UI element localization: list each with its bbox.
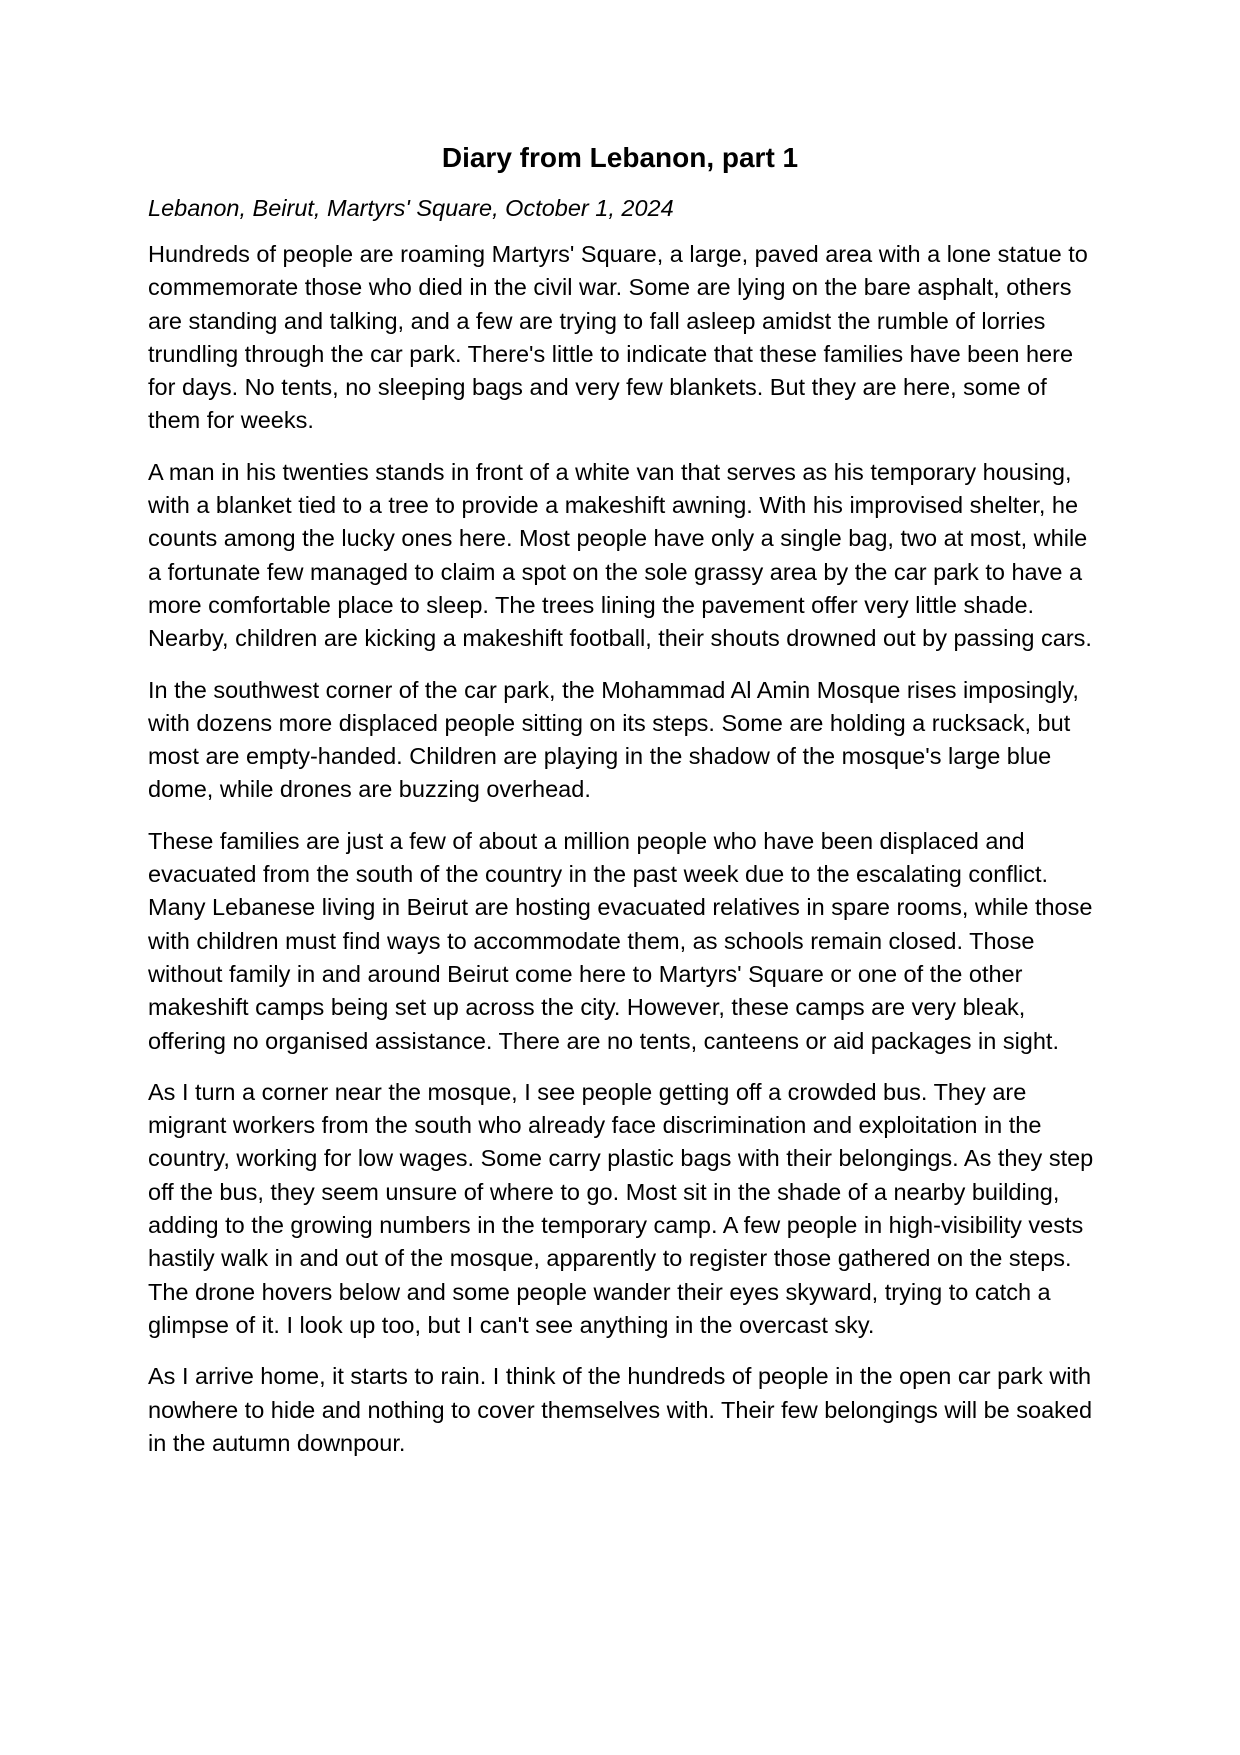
paragraph-1: Hundreds of people are roaming Martyrs' Square, a large, paved area with a lone statue to commemorate those who died in the civil war. Some are lying on the bare asphalt, others are standing and talking, and a few are trying to fall asleep amidst the rumble of lorries trundling through the car park. There's little to indicate that these families have been here for days. No tents, no sleeping bags and very few blankets. But they are here, some of them for weeks.: [148, 241, 1088, 434]
dateline: Lebanon, Beirut, Martyrs' Square, October 1, 2024: [148, 195, 674, 221]
paragraph-2: A man in his twenties stands in front of a white van that serves as his temporary housing, with a blanket tied to a tree to provide a makeshift awning. With his improvised shelter, he counts among the lucky ones here. Most people have only a single bag, two at most, while a fortunate few managed to claim a spot on the sole grassy area by the car park to have a more comfortable place to sleep. The trees lining the pavement offer very little shade. Nearby, children are kicking a makeshift football, their shouts drowned out by passing cars.: [148, 458, 1092, 652]
paragraph-4: These families are just a few of about a million people who have been displaced and evacuated from the south of the country in the past week due to the escalating conflict. Many Lebanese living in Beirut are hosting evacuated relatives in spare rooms, while those with children must find ways to accommodate them, as schools remain closed. Those without family in and around Beirut come here to Martyrs' Square or one of the other makeshift camps being set up across the city. However, these camps are very bleak, offering no organised assistance. There are no tents, canteens or aid packages in sight.: [148, 827, 1093, 1054]
document-title: Diary from Lebanon, part 1: [441, 142, 799, 173]
document-page: [148, 140, 1098, 1460]
paragraph-3: In the southwest corner of the car park, the Mohammad Al Amin Mosque rises imposingly, with dozens more displaced people sitting on its steps. Some are holding a rucksack, but most are empty-handed. Children are playing in the shadow of the mosque's large blue dome, while drones are buzzing overhead.: [148, 676, 1079, 803]
paragraph-5: As I turn a corner near the mosque, I see people getting off a crowded bus. They are migrant workers from the south who already face discrimination and exploitation in the country, working for low wages. Some carry plastic bags with their belongings. As they step off the bus, they seem unsure of where to go. Most sit in the shade of a nearby building, adding to the growing numbers in the temporary camp. A few people in high-visibility vests hastily walk in and out of the mosque, apparently to register those gathered on the steps. The drone hovers below and some people wander their eyes skyward, trying to catch a glimpse of it. I look up too, but I can't see anything in the overcast sky.: [148, 1078, 1094, 1338]
paragraph-6: As I arrive home, it starts to rain. I think of the hundreds of people in the open car park with nowhere to hide and nothing to cover themselves with. Their few belongings will be soaked in the autumn downpour.: [148, 1363, 1093, 1456]
